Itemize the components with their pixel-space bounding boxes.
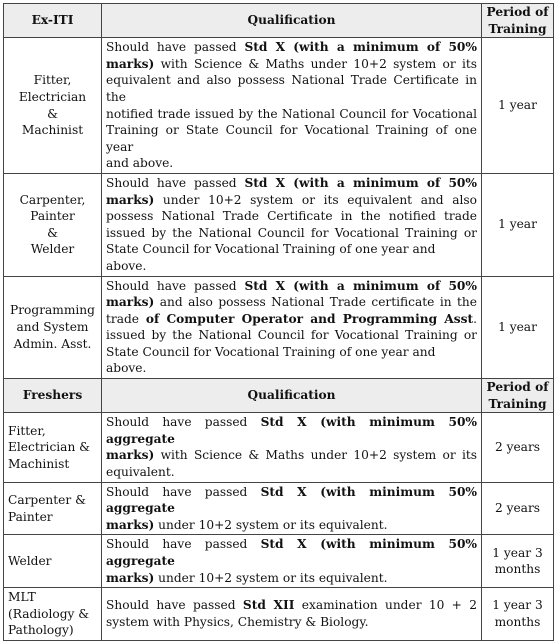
trade-name-line: Machinist	[8, 456, 70, 471]
qualification-line	[106, 278, 477, 295]
period-value: 2 years	[494, 501, 541, 516]
period-cell	[482, 535, 554, 588]
freshers-row	[4, 413, 554, 482]
trade-name-line: Carpenter,	[19, 192, 86, 207]
qualification-text: possess National Trade Certificate in the notified trade	[106, 209, 477, 224]
exiti-row	[4, 276, 554, 379]
trade-name-line: and System	[16, 319, 89, 334]
qualification-line	[106, 597, 477, 614]
qualification-header: Qualification	[102, 379, 482, 413]
period-value: 1 year 3	[492, 598, 543, 613]
qualification-line	[106, 517, 477, 534]
qualification-bold-text: marks)	[106, 517, 155, 532]
qualification-line	[106, 106, 477, 123]
qualification-cell	[102, 535, 482, 588]
qualification-bold-text: Std XII	[242, 598, 295, 613]
period-cell	[482, 276, 554, 379]
qualification-line	[106, 294, 477, 311]
qualification-bold-text: Std X (with a minimum of 50%	[244, 175, 477, 190]
qualification-text: and above.	[106, 156, 174, 171]
exiti-row	[4, 173, 554, 276]
qualification-line	[106, 536, 477, 569]
qualification-bold-text: marks)	[106, 56, 155, 71]
period-value: 2 years	[494, 440, 541, 455]
qualification-cell	[102, 482, 482, 535]
trade-name-cell	[4, 38, 102, 174]
trade-name-line: Carpenter &	[8, 492, 86, 507]
qualification-text: Should have passed	[106, 175, 245, 190]
qualification-text: State Council for Vocational Training of one year and above.	[106, 344, 436, 376]
trade-name-line: &	[47, 106, 58, 121]
qualification-line	[106, 311, 477, 328]
freshers-header-row	[4, 379, 554, 413]
qualification-line	[106, 72, 477, 105]
freshers-row	[4, 588, 554, 641]
trade-name-cell	[4, 482, 102, 535]
qualification-line	[106, 192, 477, 209]
qualification-line	[106, 208, 477, 225]
trade-name-line: Electrician &	[8, 440, 91, 455]
trade-name-line: (Radiology &	[8, 606, 90, 621]
trade-name-cell	[4, 535, 102, 588]
qualification-text: Should have passed	[106, 537, 261, 552]
exiti-row	[4, 38, 554, 174]
freshers-row	[4, 482, 554, 535]
qualification-text: equivalent.	[106, 465, 175, 480]
qualification-line	[106, 241, 477, 274]
qualification-text: Training or State Council for Vocational Training of one year	[106, 123, 477, 154]
qualification-text: notified trade issued by the National Council for Vocational	[106, 106, 477, 121]
qualification-text: under 10+2 system or its equivalent and also	[154, 192, 477, 207]
qualification-cell	[102, 413, 482, 482]
qualification-line	[106, 344, 477, 377]
trade-name-line: Painter	[30, 209, 75, 224]
period-header: Period of Training	[482, 379, 554, 413]
trade-name-line: Electrician	[18, 89, 87, 104]
qualification-bold-text: Std X (with a minimum of 50%	[244, 40, 477, 55]
qualification-header: Qualification	[102, 4, 482, 38]
qualification-line	[106, 155, 477, 172]
exiti-header: Ex-ITI	[4, 4, 102, 38]
period-cell	[482, 38, 554, 174]
qualification-bold-text: of Computer Operator and Programming Asst	[145, 311, 474, 326]
qualification-text: .	[473, 311, 477, 326]
qualification-line	[106, 570, 477, 587]
period-value: 1 year	[498, 217, 537, 232]
trade-name-cell	[4, 173, 102, 276]
period-header: Period of Training	[482, 4, 554, 38]
qualification-cell	[102, 588, 482, 641]
qualification-text: Should have passed	[106, 415, 261, 430]
period-value: months	[494, 562, 541, 577]
qualification-line	[106, 122, 477, 155]
qualification-line	[106, 175, 477, 192]
period-value: 1 year	[498, 98, 537, 113]
qualification-text: with Science & Maths under 10+2 system or its	[154, 448, 477, 463]
qualification-text: with Science & Maths under 10+2 system or its	[154, 56, 477, 71]
qualification-text: and also possess National Trade certificate in the	[154, 295, 477, 310]
qualification-bold-text: Std X (with minimum 50% aggregate	[106, 537, 477, 568]
qualification-line	[106, 464, 477, 481]
qualification-line	[106, 56, 477, 73]
qualification-cell	[102, 38, 482, 174]
qualification-bold-text: marks)	[106, 295, 155, 310]
qualification-text: examination under 10 + 2	[294, 598, 477, 613]
qualification-bold-text: Std X (with minimum 50% aggregate	[106, 415, 477, 446]
qualification-text: issued by the National Council for Vocational Training or	[106, 225, 477, 240]
qualification-bold-text: marks)	[106, 448, 155, 463]
trade-name-line: Programming	[10, 303, 95, 318]
training-eligibility-table	[3, 3, 554, 641]
period-cell	[482, 173, 554, 276]
period-cell	[482, 482, 554, 535]
exiti-header-row	[4, 4, 554, 38]
qualification-line	[106, 484, 477, 517]
freshers-row	[4, 535, 554, 588]
qualification-text: equivalent and also possess National Trade Certificate in the	[106, 73, 477, 104]
qualification-line	[106, 447, 477, 464]
qualification-text: trade	[106, 311, 146, 326]
trade-name-line: &	[47, 225, 58, 240]
qualification-text: Should have passed	[106, 484, 261, 499]
trade-name-line: Fitter,	[8, 423, 46, 438]
trade-name-line: MLT	[8, 590, 36, 605]
trade-name-cell	[4, 588, 102, 641]
qualification-text: under 10+2 system or its equivalent.	[154, 517, 388, 532]
qualification-text: Should have passed	[106, 278, 245, 293]
qualification-line	[106, 327, 477, 344]
qualification-text: Should have passed	[106, 598, 243, 613]
trade-name-cell	[4, 413, 102, 482]
freshers-header: Freshers	[4, 379, 102, 413]
period-value: 1 year 3	[492, 545, 543, 560]
qualification-text: Should have passed	[106, 40, 245, 55]
qualification-bold-text: Std X (with a minimum of 50%	[244, 278, 477, 293]
qualification-bold-text: Std X (with minimum 50% aggregate	[106, 484, 477, 516]
trade-name-cell	[4, 276, 102, 379]
trade-name-line: Pathology)	[8, 623, 74, 638]
trade-name-line: Machinist	[21, 123, 84, 138]
qualification-line	[106, 614, 477, 631]
trade-name-line: Painter	[8, 509, 53, 524]
period-cell	[482, 413, 554, 482]
qualification-line	[106, 414, 477, 447]
qualification-text: issued by the National Council for Vocational Training or	[106, 328, 477, 343]
trade-name-line: Admin. Asst.	[13, 336, 92, 351]
qualification-text: State Council for Vocational Training of one year and above.	[106, 242, 436, 273]
qualification-line	[106, 225, 477, 242]
qualification-text: under 10+2 system or its equivalent.	[154, 570, 388, 585]
qualification-cell	[102, 276, 482, 379]
trade-name-line: Fitter,	[33, 73, 72, 88]
qualification-text: system with Physics, Chemistry & Biology.	[106, 615, 369, 630]
period-value: 1 year	[498, 319, 537, 334]
trade-name-line: Welder	[30, 242, 75, 257]
period-value: months	[494, 615, 541, 630]
qualification-bold-text: marks)	[106, 570, 155, 585]
qualification-cell	[102, 173, 482, 276]
qualification-line	[106, 39, 477, 56]
trade-name-line: Welder	[8, 554, 52, 568]
qualification-bold-text: marks)	[106, 192, 155, 207]
period-cell	[482, 588, 554, 641]
